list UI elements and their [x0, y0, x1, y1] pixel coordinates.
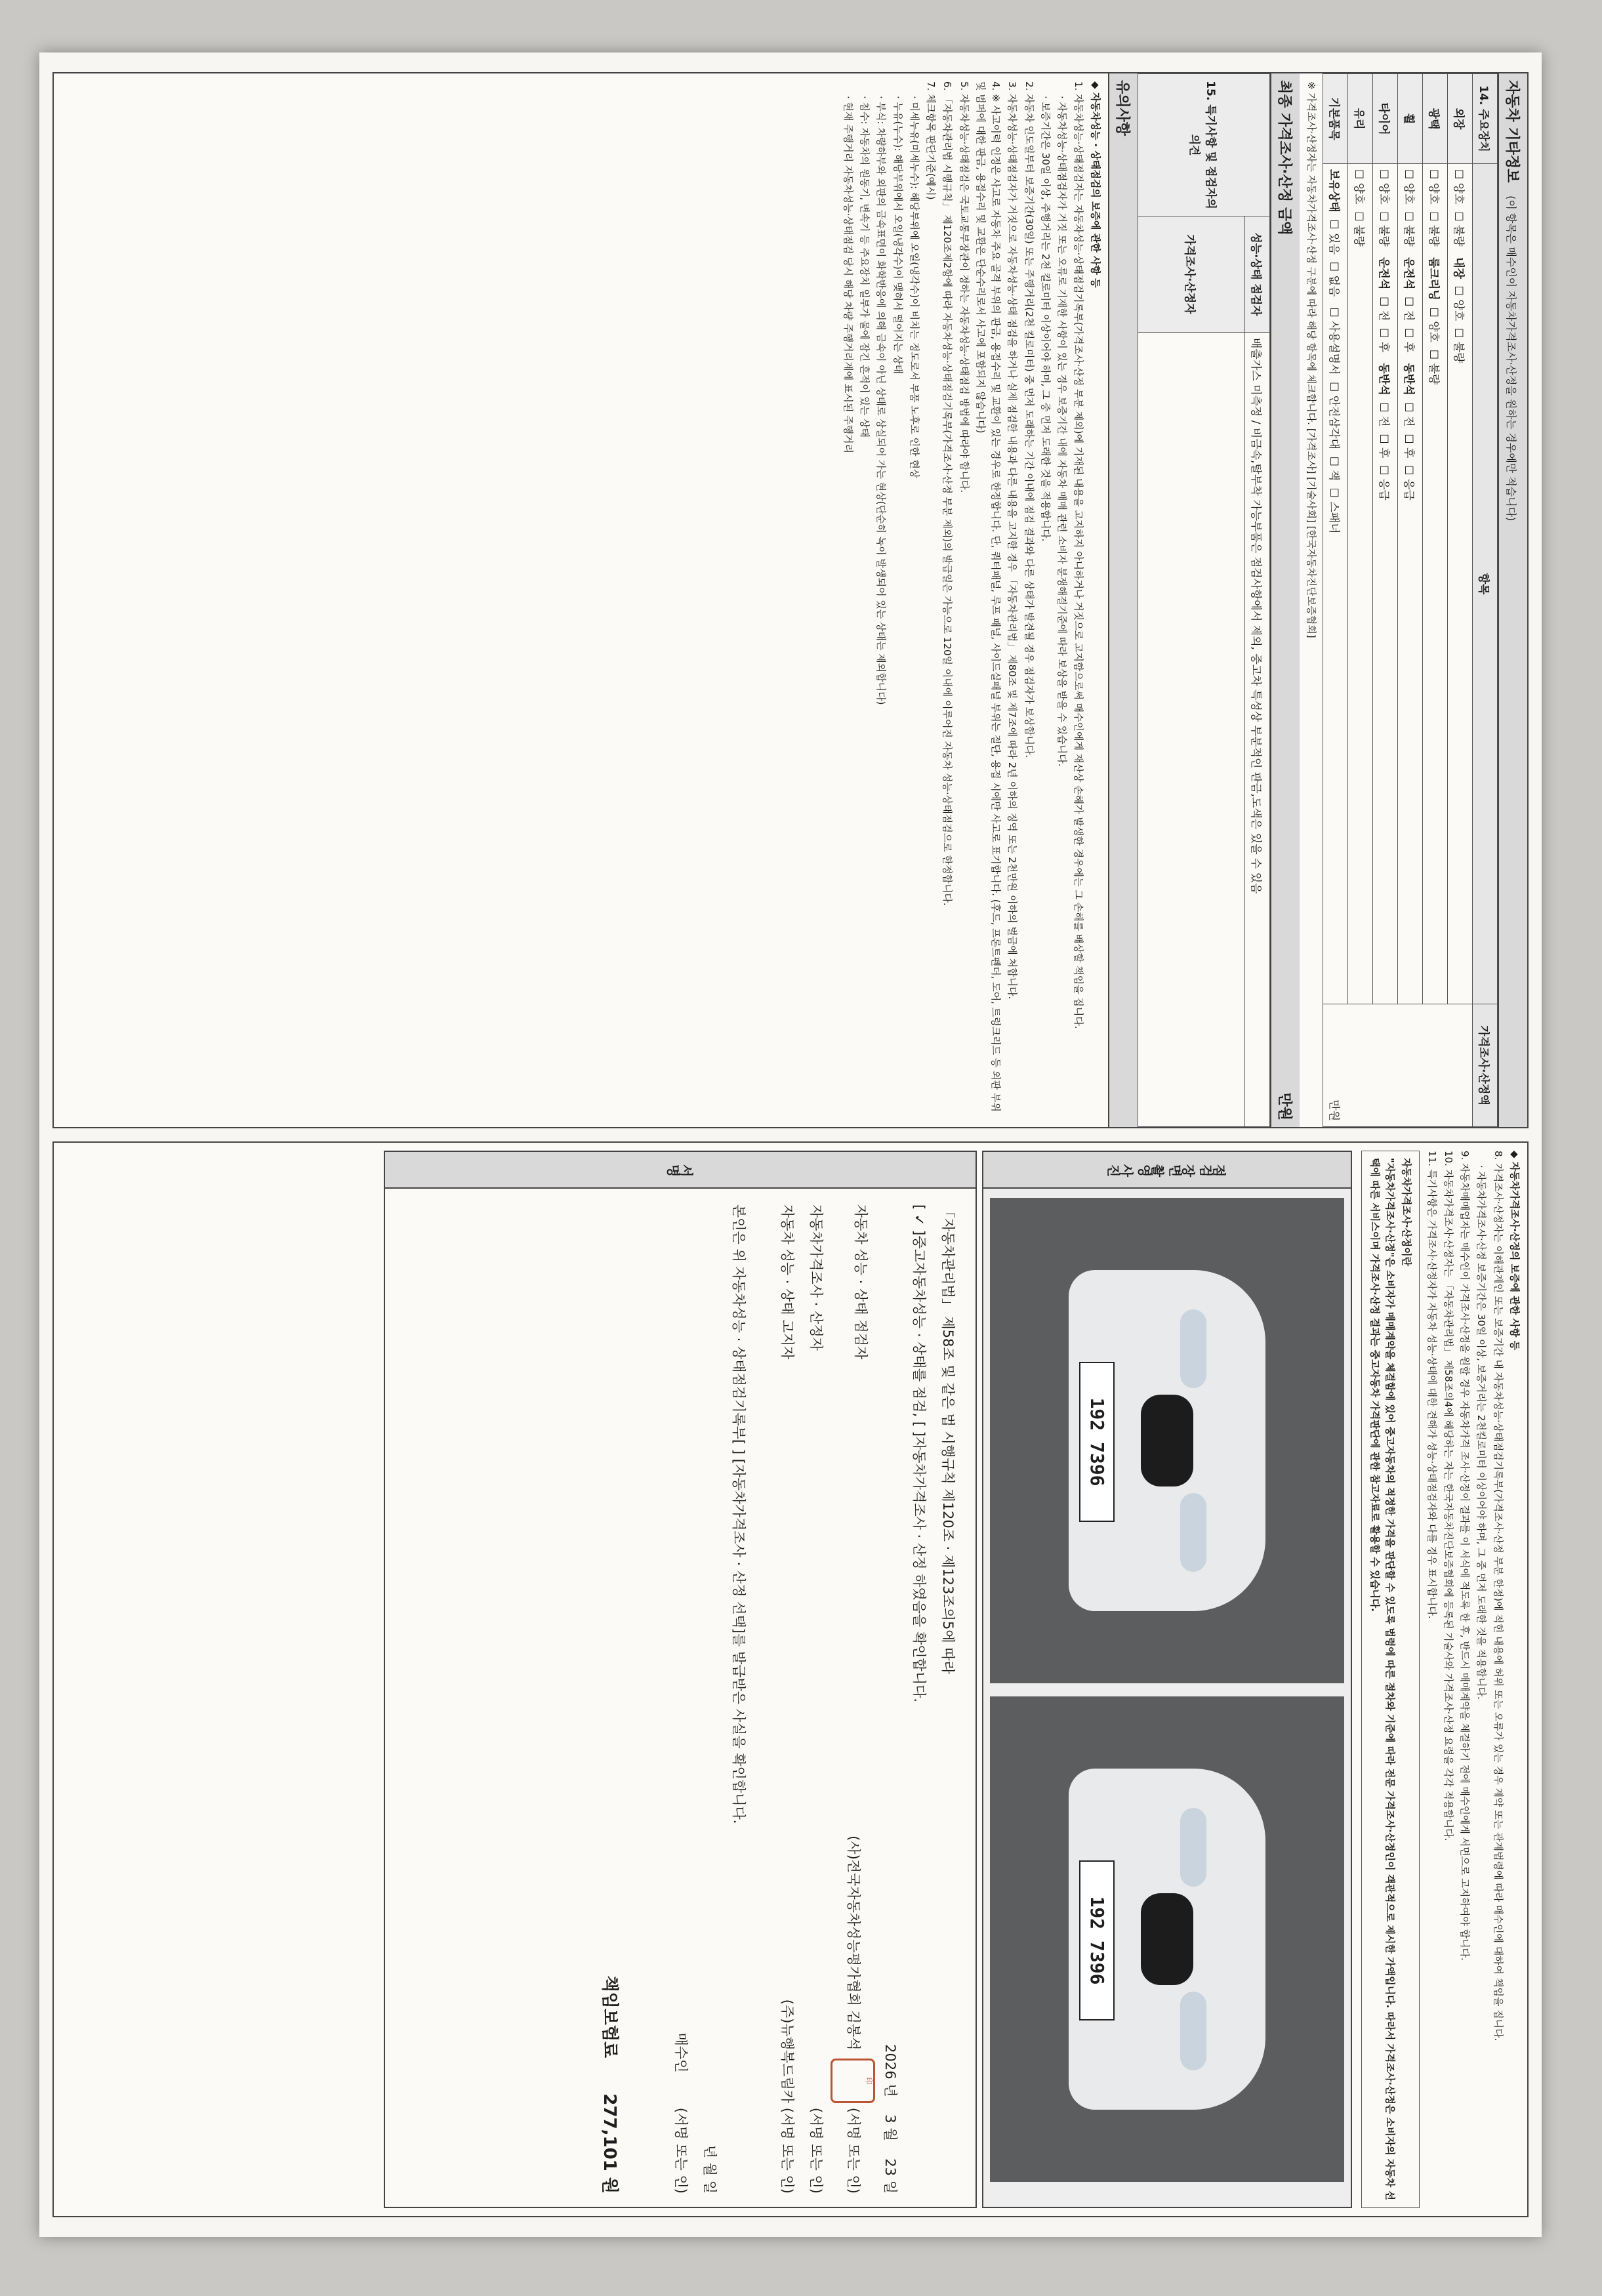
caution-item: 2. 자동차 인도일부터 보증기간(30일) 또는 주행거리(2천 킬로미터) 중 먼저 도래하는 기간 이내에 점검 결과와 다른 상태가 발견될 경우 점검자가 보상합니다.	[1023, 81, 1035, 758]
signature-note: (서명 또는 인)	[846, 2107, 862, 2194]
row-options	[1348, 164, 1373, 1004]
row-options	[1323, 164, 1348, 1004]
caution-item: · 현재 주행거리 자동차성능·상태점검 당시 해당 차량 주행거리계에 표시된 주행거리	[842, 96, 854, 454]
other-info-subtitle: (이 항목은 매수인이 자동차가격조사·산정을 원하는 경우에만 적습니다)	[1505, 195, 1517, 522]
license-plate: 192 7396	[1079, 1362, 1115, 1522]
buyer-row	[667, 1204, 695, 2194]
checkbox-option[interactable]: ☐ 전	[1402, 402, 1415, 426]
price-explain-text: "자동차가격조사·산정"은 소비자가 매매계약을 체결함에 있어 중고자동차의 적정한 가격을 판단할 수 있도록 법령에 따른 절차와 기준에 따라 전문 가격조사·산정인이 객관적으로 제시한 가액입니다. 따라서 가격조사·산정은 소비자의 자동차 선택에 따른 서비스이며 가격조사·산정 결과는 중고자동차 가격판단에 관한 참고자료로 활용할 수 있습니다.	[1369, 1158, 1397, 2201]
checkbox-option[interactable]: ☐ 응급	[1402, 465, 1415, 501]
sign-month: 3 월	[882, 2114, 898, 2141]
price-opinion-label: 가격조사·산정자	[1138, 216, 1244, 333]
right-column	[52, 1141, 1529, 2217]
item14-label: 14. 주요장치	[1473, 74, 1498, 164]
notifier-label: 자동차 성능 · 상태 고지자	[779, 1204, 796, 1360]
checkbox-option[interactable]: ☐ 스패너	[1327, 488, 1340, 534]
caution-item: · 침수: 자동차의 원동기, 변속기 등 주요장치 일부가 물에 잠긴 흔적이 있는 상태	[859, 96, 871, 438]
sub-label: 내장	[1452, 257, 1465, 279]
sub-label: 동반석	[1402, 363, 1415, 396]
guarantee-item: 10. 자동차가격조사·산정자는 「자동차관리법」 제58조의4에 해당하는 자는 한국자동차진단보증협회에 등록된 기술사와 가격조사·산정 요령을 각각 적용합니다.	[1443, 1151, 1454, 1841]
checkbox-option[interactable]: ☐ 양호	[1402, 169, 1415, 205]
row-glass	[1348, 74, 1373, 1127]
caution-heading: ◆ 자동차성능 · 상태점검의 보증에 관한 사항 등	[1089, 81, 1101, 288]
sign-day: 23 일	[882, 2158, 898, 2194]
price-explain-box	[1361, 1151, 1420, 2208]
buyer-label: 매수인	[673, 2032, 689, 2073]
car-photo-front-1	[990, 1198, 1344, 1683]
row-label: 타이어	[1373, 74, 1398, 164]
sub-label: 동반석	[1377, 363, 1390, 396]
final-price-unit: 만원	[1275, 1092, 1292, 1120]
checkbox-option[interactable]: ☐ 양호	[1427, 169, 1440, 205]
price-explain-title: 자동차가격조사·산정이란	[1401, 1158, 1413, 1267]
opinion-table	[1138, 73, 1270, 1127]
insurance-value: 277,101 원	[600, 2093, 619, 2194]
caution-item: · 미세누유(미세누수): 해당부위에 오일(냉각수)이 비치는 정도로서 부품 노후로 인한 현상	[909, 96, 920, 479]
checkbox-option[interactable]: ☐ 후	[1377, 434, 1390, 458]
checkbox-option[interactable]: ☐ 불량	[1452, 211, 1465, 247]
guarantee-item: · 자동차가격조사·산정 보증기간은 30일 이상, 보증거리는 2천킬로미터 이상이어야 하며, 그 중 먼저 도래한 것을 적용합니다.	[1475, 1165, 1488, 1700]
row-label: 기본품목	[1323, 74, 1348, 164]
row-label: 유리	[1348, 74, 1373, 164]
checkbox-option[interactable]: ☐ 전	[1377, 297, 1390, 321]
checkbox-option[interactable]: ☐ 응급	[1377, 465, 1390, 501]
car-photo-front-2	[990, 1696, 1344, 2182]
main-equipment-table	[1323, 73, 1498, 1127]
car-grille	[1141, 1893, 1193, 1985]
col-price-header: 가격조사·산정액	[1473, 1004, 1498, 1127]
headlamp-left	[1180, 1808, 1206, 1887]
checkbox-option[interactable]: ☐ 전	[1402, 297, 1415, 321]
checkbox-option[interactable]: ☐ 불량	[1452, 328, 1465, 363]
caution-item: 1. 자동차성능·상태점검자는 자동차성능·상태점검기록부(가격조사·산정 부분 제외)에 기재된 내용을 고지하지 아니하거나 거짓으로 고지함으로써 매수인에게 재산상 손해가 발생한 경우에는 그 손해를 배상할 책임을 집니다.	[1073, 81, 1085, 1029]
row-label: 외장	[1448, 74, 1473, 164]
law-text: 「자동차관리법」 제58조 및 같은 법 시행규칙 제120조 · 제123조의5에 따라	[939, 1204, 956, 1674]
checkbox-option[interactable]: ☐ 불량	[1352, 211, 1365, 247]
sign-year: 2026 년	[882, 2044, 898, 2097]
checkbox-option[interactable]: ☐ 후	[1402, 434, 1415, 458]
check-text: [ ✓ ]중고자동차성능 · 상태를 점검, [ ]자동차가격조사 · 산정 하였음을 확인합니다.	[911, 1204, 927, 1703]
checkbox-option[interactable]: ☐ 불량	[1377, 211, 1390, 247]
caution-item: 7. 체크항목 판단기준(예시)	[925, 81, 937, 200]
inspector-label: 자동차 성능 · 상태 점검자	[853, 1204, 869, 1360]
checkbox-option[interactable]: ☐ 양호	[1377, 169, 1390, 205]
left-column	[52, 72, 1529, 1128]
checkbox-option[interactable]: ☐ 없음	[1327, 262, 1340, 297]
row-label: 휠	[1398, 74, 1423, 164]
checkbox-option[interactable]: ☐ 있음	[1327, 220, 1340, 255]
row-basic-items	[1323, 74, 1348, 1127]
checkbox-option[interactable]: ☐ 불량	[1427, 350, 1440, 385]
headlamp-left	[1180, 1309, 1206, 1388]
document-page	[39, 52, 1542, 2237]
guarantee-item: 11. 특기사항은 가격조사·산정자가 자동차 성능·상태에 대한 견해가 성능·상태점검자와 다를 경우 표시합니다.	[1426, 1151, 1438, 1619]
checkbox-option[interactable]: ☐ 양호	[1427, 308, 1440, 343]
row-options	[1373, 164, 1398, 1004]
notifier-name: (주)뉴행복드림카	[779, 1999, 796, 2104]
final-price-title-text: 최종 가격조사·산정 금액	[1275, 80, 1292, 236]
row-options	[1398, 164, 1423, 1004]
other-info-title	[1498, 73, 1527, 1127]
checkbox-option[interactable]: ☐ 후	[1402, 328, 1415, 352]
insurance-label: 책임보험료	[600, 1975, 619, 2059]
caution-item: · 자동차성능·상태점검자가 거짓 또는 오류로 기재한 사항이 있는 경우 보증기간 내에 자동차 매매 관련 소비자 분쟁해결기준에 따라 보상을 받을 수 있습니다.	[1056, 96, 1069, 767]
sub-label: 룸크리닝	[1427, 257, 1440, 300]
other-info-note: ※ 가격조사·산정자는 자동차가격조사·산정 구분에 따라 해당 항목에 체크합니다. [가격조사] [기술사회] [한국자동차진단보증협회]	[1305, 81, 1317, 638]
guarantee-item: 8. 가격조사·산정자는 이해관계인 또는 보증기간 내 자동차성능·상태점검기록부(가격조사·산정 부분 한정)에 적힌 내용에 허위 또는 오류가 있는 경우 계약 또는 관계법령에 따라 매수인에 대하여 책임을 집니다.	[1492, 1151, 1504, 2041]
row-exterior	[1448, 74, 1473, 1127]
confirm-date: 년 월 일	[702, 2144, 718, 2194]
signature-label: 서명	[385, 1152, 976, 1189]
signature-note: (서명 또는 인)	[779, 2107, 796, 2194]
photo-label: 점검 장면 촬영 사진	[983, 1152, 1351, 1189]
row-label: 광택	[1423, 74, 1448, 164]
caution-item: 5. 자동차성능·상태점검은 국토교통부장관이 정하는 자동차성능·상태점검 방법에 따라야 합니다.	[958, 81, 970, 493]
checkbox-option[interactable]: ☐ 양호	[1452, 169, 1465, 205]
price-inspector-label: 자동차가격조사 · 산정자	[808, 1204, 825, 1351]
row-tire	[1373, 74, 1398, 1127]
checkbox-option[interactable]: ☐ 안전삼각대	[1327, 382, 1340, 449]
sub-label: 운전석	[1402, 257, 1415, 290]
inspector-stamp: 印	[831, 2059, 875, 2103]
guarantee-item: 9. 자동차매매업자는 매수인이 가격조사·산정을 원할 경우 자동차가격 조사·산정이 결과를 이 서식에 적도록 한 후, 반드시 매매계약을 체결하기 전에 매수인에게 서면으로 고지하여야 합니다.	[1459, 1151, 1471, 1961]
caution-item: 6. 「자동차관리법 시행규칙」 제120조제2항에 따라 자동차성능·상태점검기록부(가격조사·산정 부분 제외)의 발급일은 가능으로 120일 이내에 이루어진 자동차 성능·상태점검으로 한정합니다.	[941, 81, 954, 906]
caution-item: · 누유(누수): 해당부위에서 오일(냉각수)이 맺혀서 떨어지는 상태	[892, 96, 904, 375]
checkbox-option[interactable]: ☐ 양호	[1452, 286, 1465, 321]
insurance-row	[591, 1204, 627, 2194]
caution-item: 4. ※ 사고이력 인정은 사고로 자동차 주요 골격 부위의 판금, 용접수리 및 교환이 있는 경우로 한정합니다. 단, 쿼터패널, 루프 패널, 사이드실패널 부위는 절단, 용접 시에만 사고로 표기합니다. (후드, 프론트펜더, 도어, 트렁크리드 등 외판 부위 및 범퍼에 대한 판금, 용접수리 및 교환은 단순수리로서 사고에 포함되지 않습니다)	[975, 81, 1002, 1112]
notifier-row	[773, 1204, 802, 2194]
inspector-name: (사)전국자동차성능평가협회 김봉석	[846, 1835, 862, 2051]
price-unit: 만원	[1323, 1004, 1473, 1127]
checkbox-option[interactable]: ☐ 전	[1377, 402, 1390, 426]
price-opinion-text	[1138, 333, 1244, 1127]
inspector-row	[831, 1204, 875, 2194]
item15-label: 15. 특기사항 및 점검자의 의견	[1138, 74, 1269, 216]
signature-section	[384, 1151, 977, 2208]
caution-item: 3. 자동차성능·상태점검자가 거짓으로 자동차성능·상태 점검을 하거나 실제 점검한 내용과 다른 내용을 고지한 경우 「자동차관리법」 제80조 및 제7조에 따라 2년 이하의 징역 또는 2천만원 이하의 벌금에 처합니다.	[1006, 81, 1019, 1000]
checkbox-option[interactable]: ☐ 잭	[1327, 457, 1340, 481]
signature-note: (서명 또는 인)	[808, 2107, 825, 2194]
checkbox-option[interactable]: ☐ 양호	[1352, 169, 1365, 205]
signature-body	[591, 1204, 962, 2194]
checkbox-option[interactable]: ☐ 후	[1377, 328, 1390, 352]
final-price-title	[1270, 73, 1300, 1127]
sub-label: 보유상태	[1327, 169, 1340, 213]
car-grille	[1141, 1395, 1193, 1486]
col-item-header: 항목	[1473, 164, 1498, 1004]
caution-item: · 부식: 차량하부와 외판의 금속표면이 화학반응에 의해 금속이 아닌 상태로 상실되어 가는 현상(단순히 녹이 발생되어 있는 상태는 제외합니다)	[875, 96, 888, 705]
inspection-photo-section	[982, 1151, 1352, 2208]
other-info-title-text: 자동차 기타정보	[1504, 80, 1520, 183]
caution-item: · 보증기간은 30일 이상, 주행거리는 2천 킬로미터 이상이어야 하며, 그 중 먼저 도래한 것을 적용합니다.	[1040, 96, 1052, 542]
row-wheel	[1398, 74, 1423, 1127]
caution-title: 유의사항	[1108, 73, 1138, 1127]
row-options	[1448, 164, 1473, 1004]
checkbox-option[interactable]: ☐ 불량	[1427, 211, 1440, 247]
price-inspector-row	[802, 1204, 831, 2194]
checkbox-option[interactable]: ☐ 사용설명서	[1327, 308, 1340, 375]
checkbox-option[interactable]: ☐ 불량	[1402, 211, 1415, 247]
guarantee-notes	[1357, 1143, 1527, 2216]
sign-date	[875, 1204, 904, 2194]
confirm-text: 본인은 위 자동차성능 · 상태점검기록부[ ] [자동차가격조사 · 산정 선택]를 발급받은 사실을 확인합니다.	[731, 1204, 747, 1824]
headlamp-right	[1180, 1992, 1206, 2070]
row-options	[1423, 164, 1448, 1004]
sub-label: 운전석	[1377, 257, 1390, 290]
row-gloss	[1423, 74, 1448, 1127]
license-plate: 192 7396	[1079, 1860, 1115, 2020]
guarantee-heading: ◆ 자동차가격조사·산정의 보증에 관한 사항 등	[1509, 1151, 1521, 1351]
inspector-opinion-text: 배출가스 미측정 / 비금속,탈부착 가능부품은 점검사항에서 제외, 중고차 특성상 부분적인 판금,도색은 있을 수 있음	[1244, 333, 1269, 1127]
buyer-signature-note: (서명 또는 인)	[673, 2107, 689, 2194]
inspector-opinion-label: 성능·상태 점검자	[1244, 216, 1269, 333]
headlamp-right	[1180, 1493, 1206, 1572]
caution-notes	[835, 73, 1108, 1127]
